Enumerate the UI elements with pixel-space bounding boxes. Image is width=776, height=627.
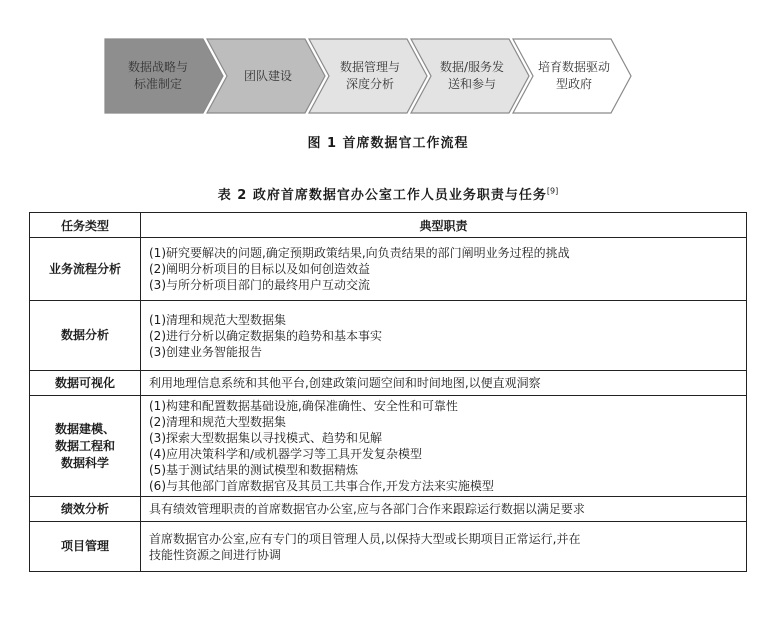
- table-caption-ref: [9]: [546, 186, 559, 196]
- duty-line: (1)研究要解决的问题,确定预期政策结果,向负责结果的部门阐明业务过程的挑战: [149, 246, 570, 260]
- duty-line: (5)基于测试结果的测试模型和数据精炼: [149, 463, 358, 477]
- header-typical-duties: 典型职责: [141, 213, 747, 238]
- task-type-line: 数据建模、: [54, 421, 115, 436]
- task-type-line: 数据分析: [60, 328, 109, 342]
- duty-line: (2)进行分析以确定数据集的趋势和基本事实: [149, 328, 382, 343]
- duties-table: [29, 212, 747, 572]
- duty-line: (2)阐明分析项目的目标以及如何创造效益: [149, 262, 370, 276]
- table-row: [30, 522, 747, 572]
- task-type-cell: [30, 396, 141, 497]
- duty-line: (1)构建和配置数据基础设施,确保准确性、安全性和可靠性: [149, 399, 458, 413]
- task-type-cell: [30, 371, 141, 396]
- duty-line: (6)与其他部门首席数据官及其员工共事合作,开发方法来实施模型: [149, 479, 494, 493]
- duty-line: (3)与所分析项目部门的最终用户互动交流: [149, 278, 370, 292]
- duties-cell: [141, 497, 747, 522]
- duty-line: 利用地理信息系统和其他平台,创建政策问题空间和时间地图,以便直观洞察: [149, 376, 541, 390]
- task-type-line: 业务流程分析: [48, 261, 121, 276]
- task-type-cell: [30, 301, 141, 371]
- table-body: [30, 238, 747, 572]
- figure-caption: 图 1 首席数据官工作流程: [307, 136, 469, 151]
- workflow-step-4-label: 数据/服务发 送和参与: [439, 60, 505, 91]
- table-row: [30, 238, 747, 301]
- duty-line: (3)探索大型数据集以寻找模式、趋势和见解: [149, 431, 382, 445]
- duty-line: 技能性资源之间进行协调: [149, 547, 282, 562]
- task-type-line: 数据科学: [60, 455, 109, 470]
- table-caption-text: 表 2 政府首席数据官办公室工作人员业务职责与任务: [217, 188, 547, 203]
- duty-line: (4)应用决策科学和/或机器学习等工具开发复杂模型: [149, 447, 423, 461]
- duties-cell: [141, 522, 747, 572]
- duty-line: (1)清理和规范大型数据集: [149, 312, 286, 327]
- table-row: [30, 371, 747, 396]
- table-header-row: [30, 213, 747, 238]
- task-type-line: 数据可视化: [54, 375, 115, 390]
- duty-line: (2)清理和规范大型数据集: [149, 415, 286, 429]
- duty-line: (3)创建业务智能报告: [149, 344, 262, 359]
- table-caption: [0, 184, 776, 203]
- duties-cell: [141, 301, 747, 371]
- table-row: [30, 497, 747, 522]
- duties-cell: [141, 371, 747, 396]
- workflow-diagram: [104, 38, 684, 114]
- duties-cell: [141, 238, 747, 301]
- task-type-line: 项目管理: [60, 539, 109, 553]
- header-task-type: 任务类型: [30, 213, 141, 238]
- task-type-cell: [30, 522, 141, 572]
- table-row: [30, 396, 747, 497]
- task-type-line: 数据工程和: [54, 438, 115, 453]
- workflow-step-2-label: 团队建设: [243, 68, 292, 83]
- task-type-cell: [30, 497, 141, 522]
- workflow-step-5-label: 培育数据驱动 型政府: [537, 60, 610, 91]
- workflow-step-1-label: 数据战略与 标准制定: [127, 60, 188, 91]
- task-type-cell: [30, 238, 141, 301]
- duties-cell: [141, 396, 747, 497]
- task-type-line: 绩效分析: [60, 501, 109, 516]
- duty-line: 首席数据官办公室,应有专门的项目管理人员,以保持大型或长期项目正常运行,并在: [149, 531, 581, 546]
- workflow-step-3-label: 数据管理与 深度分析: [339, 60, 400, 91]
- table-row: [30, 301, 747, 371]
- duty-line: 具有绩效管理职责的首席数据官办公室,应与各部门合作来跟踪运行数据以满足要求: [149, 502, 585, 516]
